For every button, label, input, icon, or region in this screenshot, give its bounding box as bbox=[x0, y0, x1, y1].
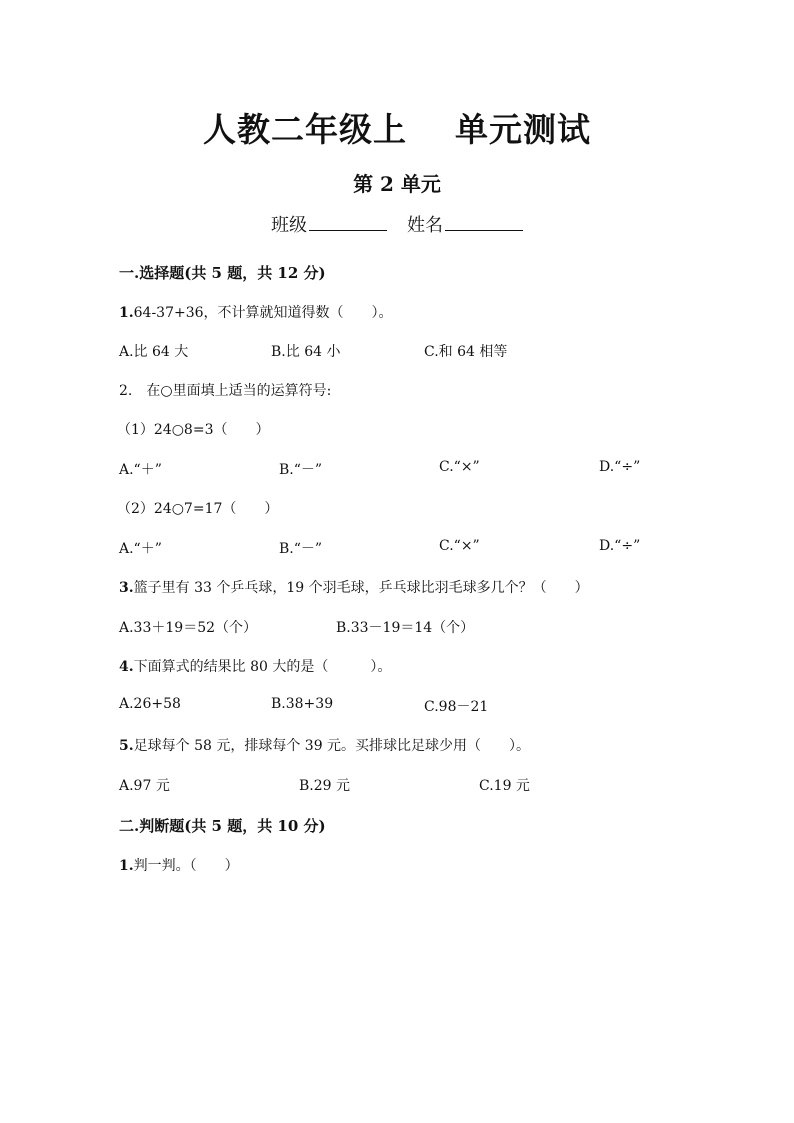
q2-1-option-d[interactable]: D.“÷” bbox=[599, 459, 641, 475]
section-2-title: 二.判断题(共 5 题，共 10 分) bbox=[119, 817, 326, 835]
q1-option-b[interactable]: B.比 64 小 bbox=[271, 344, 341, 360]
question-text: 足球每个 58 元，排球每个 39 元。买排球比足球少用（ ）。 bbox=[133, 738, 531, 754]
q4-option-a[interactable]: A.26+58 bbox=[119, 696, 181, 712]
q4-option-b[interactable]: B.38+39 bbox=[271, 696, 334, 712]
question-2-sub-1: （1）24○8=3（ ） bbox=[117, 422, 270, 438]
question-number: 3. bbox=[119, 580, 134, 596]
q2-1-option-b[interactable]: B.“－” bbox=[279, 462, 323, 478]
q2-2-option-d[interactable]: D.“÷” bbox=[599, 538, 641, 554]
q3-option-b[interactable]: B.33－19＝14（个） bbox=[336, 620, 475, 636]
q2-1-option-c[interactable]: C.“×” bbox=[439, 459, 480, 475]
q4-option-c[interactable]: C.98－21 bbox=[424, 699, 489, 715]
title-part-1: 人教二年级上 bbox=[203, 110, 407, 149]
question-number: 1. bbox=[119, 858, 134, 874]
question-number: 5. bbox=[119, 738, 134, 754]
q2-2-option-a[interactable]: A.“＋” bbox=[119, 541, 162, 557]
title-part-2: 单元测试 bbox=[455, 110, 591, 149]
unit-title: 第 2 单元 bbox=[353, 172, 441, 196]
question-number: 1. bbox=[119, 305, 134, 321]
q2-2-option-b[interactable]: B.“－” bbox=[279, 541, 323, 557]
question-5 bbox=[119, 735, 530, 755]
question-number: 4. bbox=[119, 659, 134, 675]
q2-1-option-a[interactable]: A.“＋” bbox=[119, 462, 162, 478]
q5-option-a[interactable]: A.97 元 bbox=[119, 778, 170, 794]
question-2: 2. 在○里面填上适当的运算符号: bbox=[119, 383, 332, 399]
question-text: 判一判。（ ） bbox=[133, 858, 239, 874]
question-4 bbox=[119, 656, 391, 676]
judge-question-1 bbox=[119, 855, 239, 875]
question-1 bbox=[119, 302, 393, 322]
q1-option-a[interactable]: A.比 64 大 bbox=[119, 344, 189, 360]
class-blank[interactable] bbox=[309, 216, 387, 231]
class-label: 班级 bbox=[271, 215, 307, 236]
name-label: 姓名 bbox=[407, 215, 443, 236]
q2-2-option-c[interactable]: C.“×” bbox=[439, 538, 480, 554]
question-text: 篮子里有 33 个乒乓球，19 个羽毛球，乒乓球比羽毛球多几个？（ ） bbox=[133, 580, 589, 596]
name-blank[interactable] bbox=[445, 216, 523, 231]
question-3 bbox=[119, 577, 589, 597]
section-1-title: 一.选择题(共 5 题，共 12 分) bbox=[119, 264, 326, 282]
question-text: 64-37+36，不计算就知道得数（ ）。 bbox=[133, 305, 393, 321]
question-text: 下面算式的结果比 80 大的是（ ）。 bbox=[133, 659, 392, 675]
q1-option-c[interactable]: C.和 64 相等 bbox=[424, 344, 508, 360]
student-info-line bbox=[0, 211, 794, 237]
q5-option-c[interactable]: C.19 元 bbox=[479, 778, 530, 794]
page-title bbox=[0, 104, 794, 151]
q5-option-b[interactable]: B.29 元 bbox=[299, 778, 351, 794]
q3-option-a[interactable]: A.33＋19＝52（个） bbox=[119, 620, 258, 636]
question-2-sub-2: （2）24○7=17（ ） bbox=[117, 501, 279, 517]
